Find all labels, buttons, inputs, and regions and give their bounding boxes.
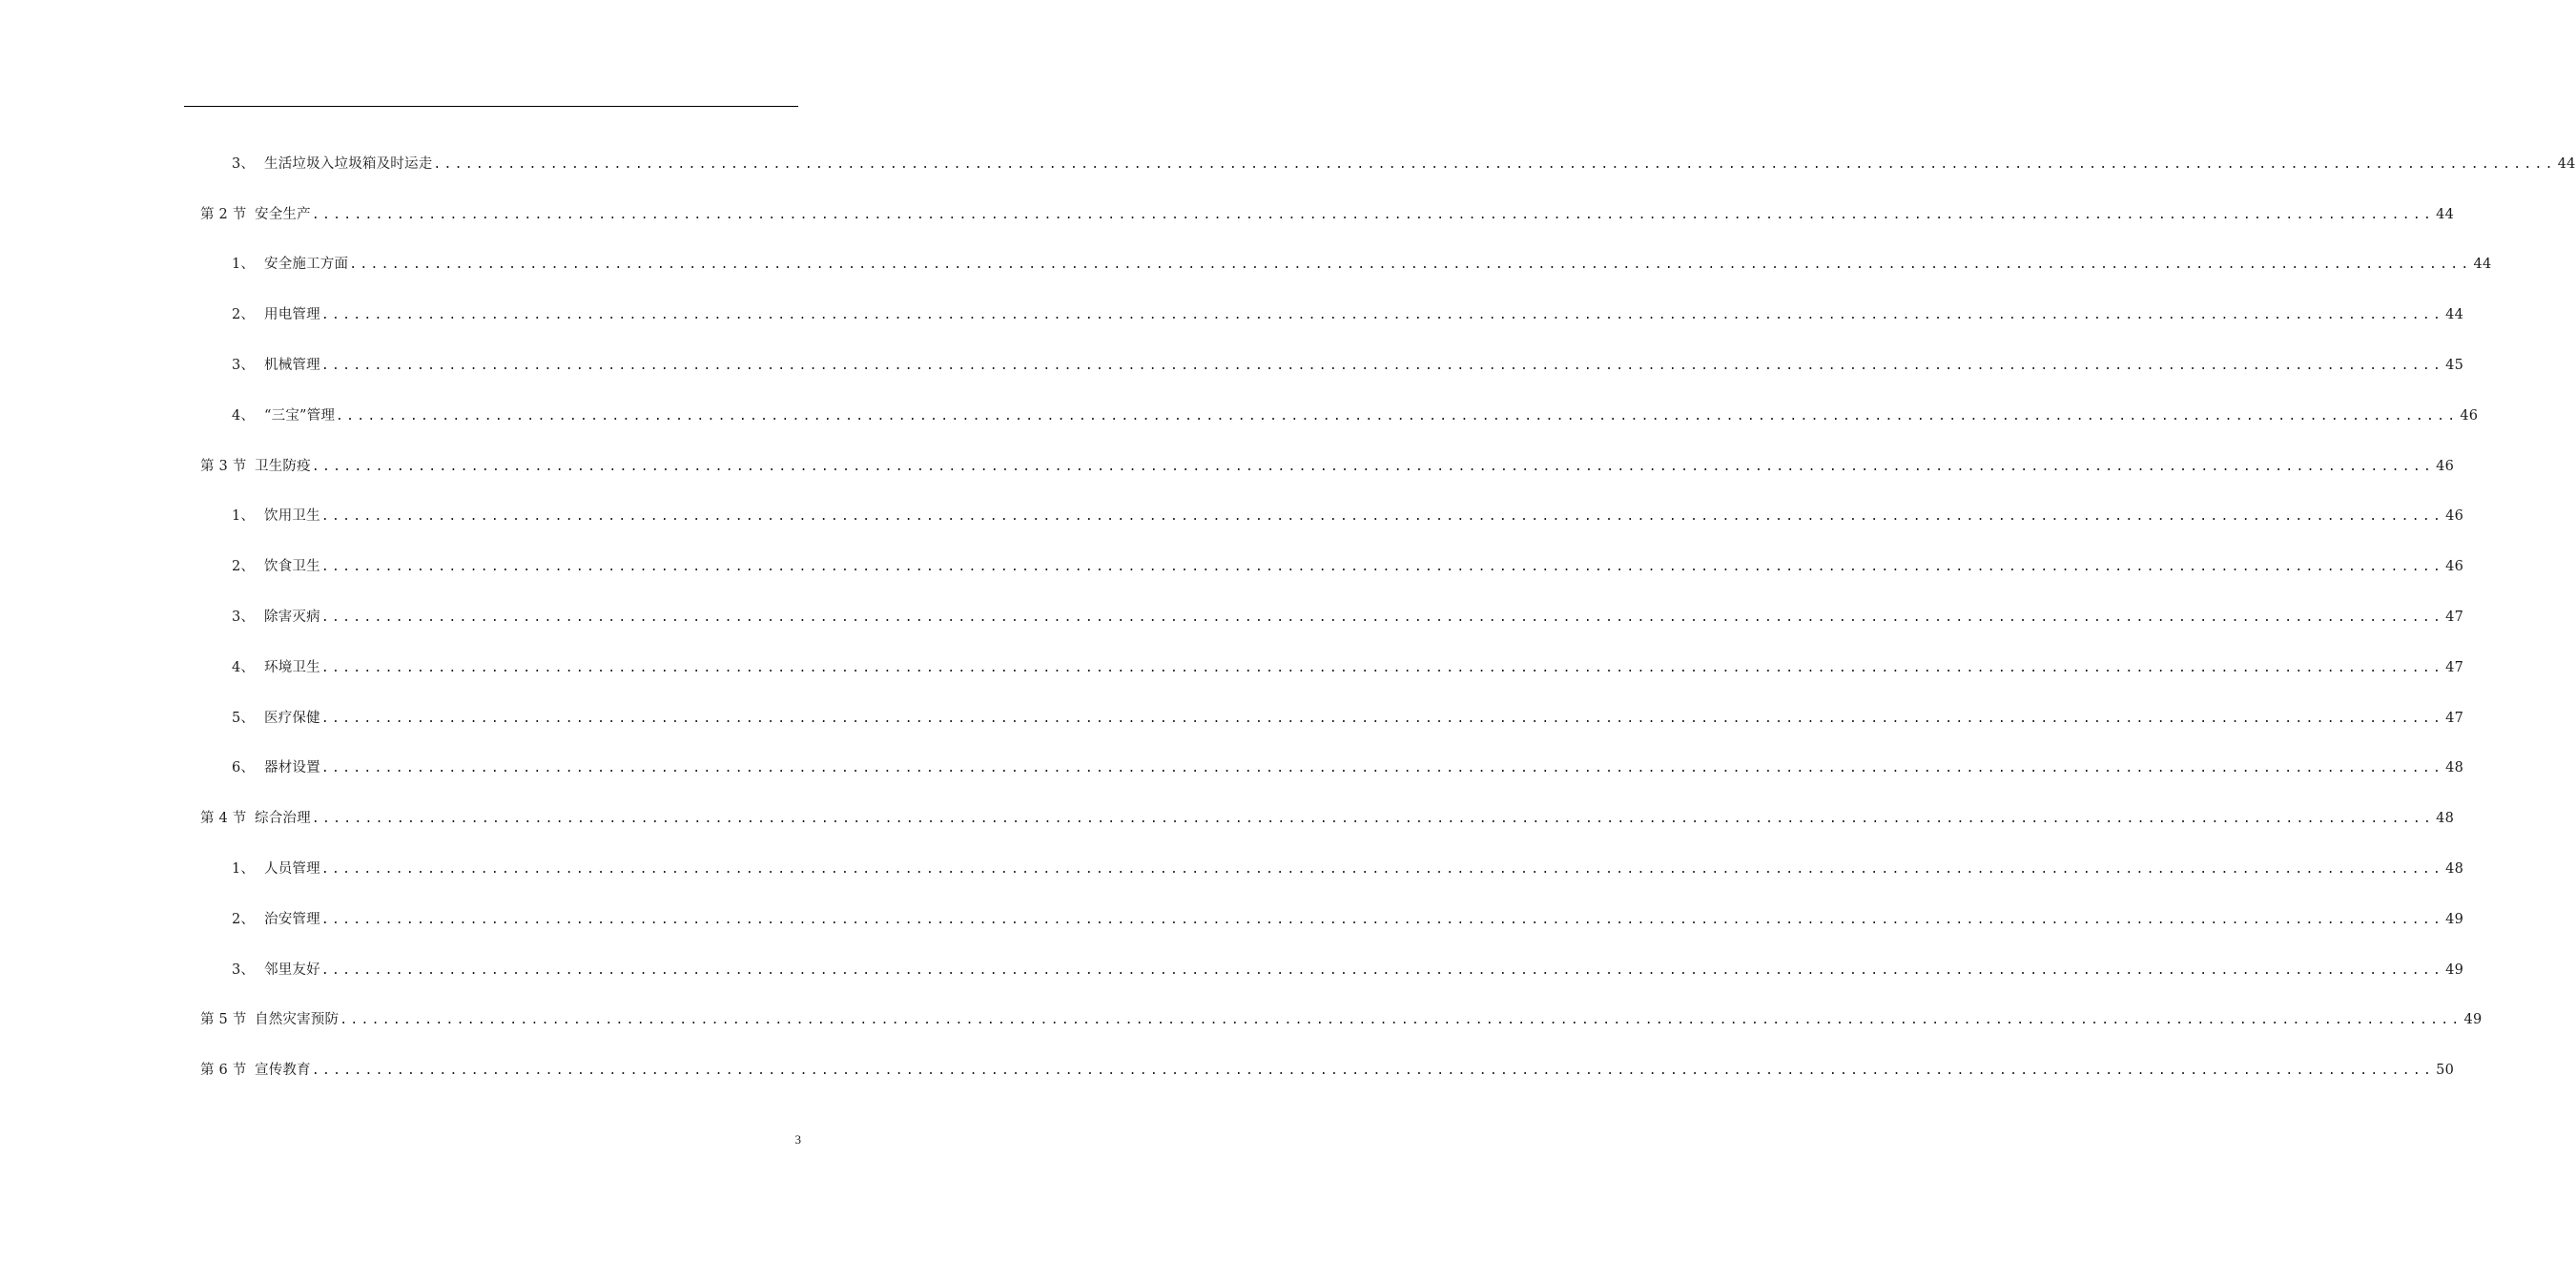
toc-entry-title: 器材设置: [264, 760, 320, 776]
toc-entry-title: 机械管理: [264, 358, 320, 374]
dot-leader: ........................................................................................................................................................................................................: [320, 761, 2444, 776]
toc-entry-line: [232, 707, 2464, 727]
toc-entry-line: [232, 354, 2464, 374]
toc-entry-page: 49: [2463, 1012, 2483, 1028]
toc-entry-title: 自然灾害预防: [255, 1012, 340, 1028]
dot-leader: ........................................................................................................................................................................................................: [320, 308, 2444, 323]
toc-subsection-entry[interactable]: [0, 490, 2464, 541]
toc-entry-number: 第 3 节: [200, 458, 247, 474]
dot-leader: ........................................................................................................................................................................................................: [320, 962, 2444, 978]
toc-entry-number: 4、: [232, 659, 256, 675]
toc-entry-page: 47: [2445, 659, 2464, 675]
toc-entry-number: 2、: [232, 559, 256, 575]
toc-entry-number: 3、: [232, 358, 256, 374]
toc-entry-title: 饮食卫生: [264, 559, 320, 575]
table-of-contents: [0, 137, 2576, 1094]
toc-entry-number: 4、: [232, 407, 256, 424]
toc-entry-title: 治安管理: [264, 911, 320, 927]
toc-entry-page: 46: [2460, 407, 2479, 424]
toc-subsection-entry[interactable]: [0, 641, 2464, 692]
dot-leader: ........................................................................................................................................................................................................: [320, 560, 2444, 575]
toc-entry-line: [200, 1059, 2455, 1079]
toc-entry-title: 宣传教育: [255, 1063, 311, 1079]
toc-entry-line: [232, 505, 2464, 525]
toc-entry-line: [232, 303, 2464, 323]
toc-entry-title: 综合治理: [255, 811, 311, 827]
toc-entry-line: [232, 404, 2479, 424]
toc-section-entry[interactable]: [0, 440, 2455, 490]
toc-entry-number: 5、: [232, 710, 256, 726]
toc-entry-number: 第 2 节: [200, 206, 247, 222]
toc-entry-title: 生活垃圾入垃圾箱及时运走: [264, 155, 433, 172]
dot-leader: ........................................................................................................................................................................................................: [311, 459, 2435, 474]
toc-entry-line: [232, 656, 2464, 676]
toc-entry-number: 1、: [232, 508, 256, 525]
toc-entry-line: [200, 455, 2455, 475]
toc-section-entry[interactable]: [0, 792, 2455, 842]
toc-entry-line: [232, 555, 2464, 575]
dot-leader: ........................................................................................................................................................................................................: [433, 156, 2556, 172]
toc-subsection-entry[interactable]: [0, 238, 2492, 289]
toc-subsection-entry[interactable]: [0, 893, 2464, 943]
toc-entry-title: 人员管理: [264, 861, 320, 878]
toc-entry-number: 6、: [232, 760, 256, 776]
dot-leader: ........................................................................................................................................................................................................: [349, 258, 2472, 273]
toc-subsection-entry[interactable]: [0, 389, 2479, 440]
toc-subsection-entry[interactable]: [0, 692, 2464, 742]
toc-entry-title: 卫生防疫: [255, 458, 311, 474]
toc-entry-page: 47: [2445, 610, 2464, 626]
toc-entry-title: 邻里友好: [264, 962, 320, 978]
page-number: 3: [794, 1132, 801, 1147]
toc-entry-number: 第 6 节: [200, 1063, 247, 1079]
toc-entry-page: 44: [2557, 155, 2576, 172]
toc-entry-number: 2、: [232, 307, 256, 323]
toc-entry-line: [200, 807, 2455, 827]
dot-leader: ........................................................................................................................................................................................................: [340, 1013, 2463, 1028]
dot-leader: ........................................................................................................................................................................................................: [336, 408, 2459, 424]
toc-entry-line: [232, 858, 2464, 878]
toc-subsection-entry[interactable]: [0, 137, 2576, 188]
toc-entry-line: [232, 959, 2464, 979]
toc-subsection-entry[interactable]: [0, 590, 2464, 641]
toc-subsection-entry[interactable]: [0, 288, 2464, 339]
toc-entry-line: [200, 1008, 2483, 1028]
toc-entry-page: 46: [2436, 458, 2455, 474]
toc-subsection-entry[interactable]: [0, 339, 2464, 389]
toc-entry-page: 48: [2445, 760, 2464, 776]
toc-entry-title: 除害灭病: [264, 610, 320, 626]
toc-entry-line: [232, 756, 2464, 776]
toc-subsection-entry[interactable]: [0, 842, 2464, 893]
toc-entry-title: 安全施工方面: [264, 257, 349, 273]
toc-entry-page: 45: [2445, 358, 2464, 374]
toc-section-entry[interactable]: [0, 1044, 2455, 1094]
toc-entry-line: [232, 153, 2576, 173]
toc-entry-number: 第 5 节: [200, 1012, 247, 1028]
dot-leader: ........................................................................................................................................................................................................: [311, 812, 2435, 827]
toc-entry-line: [232, 606, 2464, 626]
toc-entry-page: 50: [2436, 1063, 2455, 1079]
dot-leader: ........................................................................................................................................................................................................: [320, 660, 2444, 675]
toc-entry-title: “三宝”管理: [264, 407, 336, 424]
dot-leader: ........................................................................................................................................................................................................: [320, 862, 2444, 878]
dot-leader: ........................................................................................................................................................................................................: [320, 912, 2444, 927]
toc-section-entry[interactable]: [0, 188, 2455, 238]
toc-entry-page: 46: [2445, 559, 2464, 575]
toc-entry-page: 48: [2436, 811, 2455, 827]
toc-entry-title: 用电管理: [264, 307, 320, 323]
toc-entry-page: 44: [2445, 307, 2464, 323]
toc-entry-title: 环境卫生: [264, 659, 320, 675]
header-rule: [184, 106, 798, 107]
toc-entry-page: 49: [2445, 962, 2464, 978]
toc-entry-page: 47: [2445, 710, 2464, 726]
toc-entry-number: 3、: [232, 155, 256, 172]
toc-subsection-entry[interactable]: [0, 943, 2464, 994]
toc-entry-number: 第 4 节: [200, 811, 247, 827]
toc-entry-page: 46: [2445, 508, 2464, 525]
toc-entry-page: 44: [2436, 206, 2455, 222]
toc-entry-line: [232, 908, 2464, 928]
toc-entry-title: 饮用卫生: [264, 508, 320, 525]
toc-entry-number: 1、: [232, 861, 256, 878]
toc-subsection-entry[interactable]: [0, 540, 2464, 590]
toc-section-entry[interactable]: [0, 994, 2483, 1044]
dot-leader: ........................................................................................................................................................................................................: [311, 207, 2435, 222]
toc-entry-number: 3、: [232, 962, 256, 978]
toc-entry-number: 3、: [232, 610, 256, 626]
dot-leader: ........................................................................................................................................................................................................: [320, 610, 2444, 626]
toc-entry-number: 1、: [232, 257, 256, 273]
toc-entry-page: 49: [2445, 911, 2464, 927]
toc-entry-title: 医疗保健: [264, 710, 320, 726]
dot-leader: ........................................................................................................................................................................................................: [311, 1064, 2435, 1079]
toc-entry-line: [200, 203, 2455, 223]
toc-subsection-entry[interactable]: [0, 742, 2464, 793]
toc-entry-number: 2、: [232, 911, 256, 927]
dot-leader: ........................................................................................................................................................................................................: [320, 359, 2444, 374]
toc-entry-page: 44: [2473, 257, 2492, 273]
toc-entry-title: 安全生产: [255, 206, 311, 222]
dot-leader: ........................................................................................................................................................................................................: [320, 711, 2444, 726]
toc-entry-line: [232, 253, 2492, 273]
toc-entry-page: 48: [2445, 861, 2464, 878]
dot-leader: ........................................................................................................................................................................................................: [320, 509, 2444, 525]
